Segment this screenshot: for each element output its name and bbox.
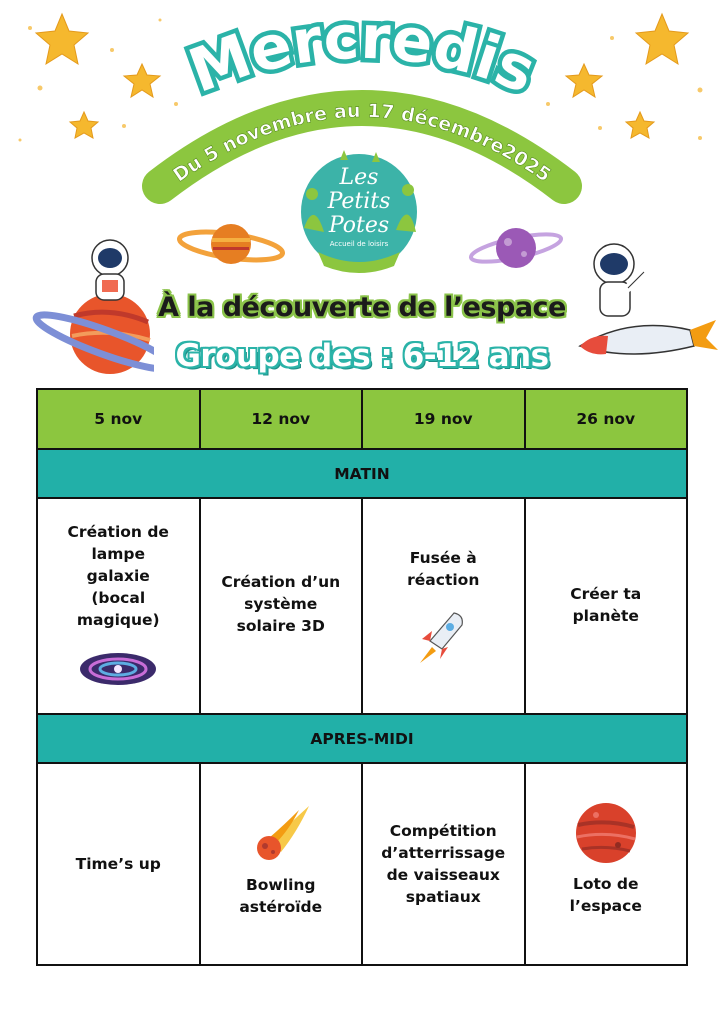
comet-icon xyxy=(249,804,313,864)
activity-cell xyxy=(525,763,688,965)
activity-text: Création d’un système solaire 3D xyxy=(221,573,341,635)
day-header: 5 nov xyxy=(37,389,200,449)
morning-label: MATIN xyxy=(37,449,687,498)
purple-planet-icon xyxy=(468,222,564,274)
activity-text: Bowling astéroïde xyxy=(239,876,323,916)
days-header-row xyxy=(37,389,687,449)
date-range: Du 5 novembre au 17 décembre2025 xyxy=(169,99,555,187)
day-header: 26 nov xyxy=(525,389,688,449)
mars-icon xyxy=(574,801,638,865)
activity-cell xyxy=(200,763,363,965)
logo-text: Petits xyxy=(327,189,391,214)
afternoon-activities-row xyxy=(37,763,687,965)
page-title: Mercredis xyxy=(180,2,545,108)
logo-text: Les xyxy=(339,165,379,190)
day-header: 12 nov xyxy=(200,389,363,449)
activity-cell xyxy=(37,498,200,714)
logo-tagline: Accueil de loisirs xyxy=(329,240,389,248)
day-header: 19 nov xyxy=(362,389,525,449)
activity-text: Loto de l’espace xyxy=(569,875,642,915)
theme-heading: À la découverte de l’espace xyxy=(158,292,566,323)
activity-text: Fusée à réaction xyxy=(407,549,480,589)
schedule-table xyxy=(36,388,688,966)
activity-cell xyxy=(200,498,363,714)
group-heading: Groupe des : 6-12 ans xyxy=(175,338,549,374)
morning-band-row xyxy=(37,449,687,498)
logo-text: Potes xyxy=(328,213,390,238)
saturn-icon xyxy=(176,216,286,272)
activity-cell xyxy=(362,763,525,965)
activity-text: Créer ta planète xyxy=(570,585,642,625)
activity-cell xyxy=(362,498,525,714)
logo xyxy=(284,140,434,280)
activity-text: Création de lampe galaxie (bocal magique) xyxy=(67,523,169,629)
activity-text: Time’s up xyxy=(75,855,161,873)
morning-activities-row xyxy=(37,498,687,714)
activity-text: Compétition d’atterrissage de vaisseaux spatiaux xyxy=(381,822,506,906)
afternoon-band-row xyxy=(37,714,687,763)
activity-cell xyxy=(37,763,200,965)
galaxy-icon xyxy=(78,647,158,691)
rocket-icon xyxy=(418,609,468,665)
activity-cell xyxy=(525,498,688,714)
afternoon-label: APRES-MIDI xyxy=(37,714,687,763)
